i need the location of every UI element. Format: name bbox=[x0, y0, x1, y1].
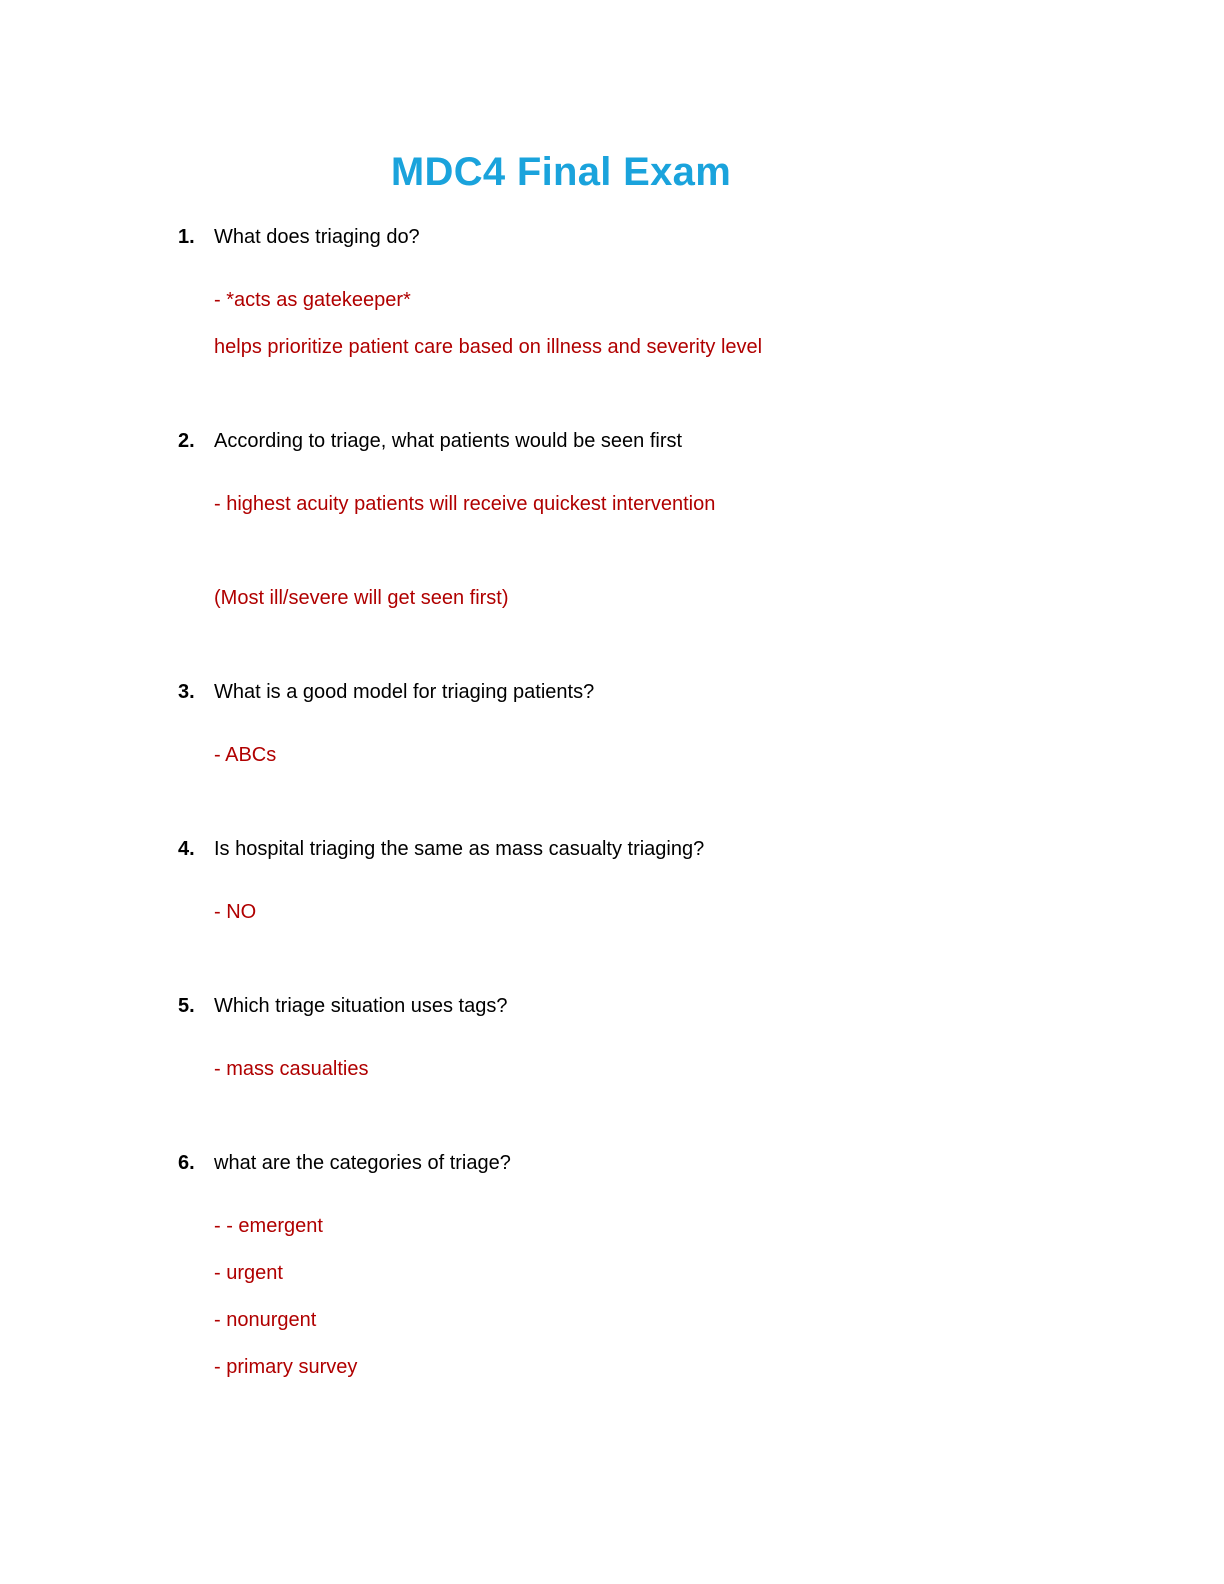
answer-line: (Most ill/severe will get seen first) bbox=[214, 587, 509, 609]
answer-line: - nonurgent bbox=[214, 1309, 317, 1331]
question-number: 1. bbox=[178, 226, 195, 248]
page-title: MDC4 Final Exam bbox=[390, 150, 732, 194]
question-text: What is a good model for triaging patients? bbox=[214, 681, 595, 703]
question-text: According to triage, what patients would be seen first bbox=[214, 430, 683, 452]
question-number: 5. bbox=[178, 995, 195, 1017]
question-number: 3. bbox=[178, 681, 195, 703]
question-number: 4. bbox=[178, 838, 195, 860]
answer-line: - primary survey bbox=[214, 1356, 358, 1378]
question-text: Which triage situation uses tags? bbox=[214, 995, 508, 1017]
answer-line: helps prioritize patient care based on illness and severity level bbox=[214, 336, 763, 358]
answer-line: - urgent bbox=[214, 1262, 283, 1284]
question-text: Is hospital triaging the same as mass casualty triaging? bbox=[214, 838, 705, 860]
question-text: What does triaging do? bbox=[214, 226, 420, 248]
answer-line: - mass casualties bbox=[214, 1058, 369, 1080]
question-number: 6. bbox=[178, 1152, 195, 1174]
question-text: what are the categories of triage? bbox=[214, 1152, 511, 1174]
answer-line: - *acts as gatekeeper* bbox=[214, 289, 411, 311]
answer-line: - ABCs bbox=[214, 744, 277, 766]
answer-line: - NO bbox=[214, 901, 257, 923]
answer-line: - highest acuity patients will receive quickest intervention bbox=[214, 493, 716, 515]
question-number: 2. bbox=[178, 430, 195, 452]
answer-line: - - emergent bbox=[214, 1215, 323, 1237]
